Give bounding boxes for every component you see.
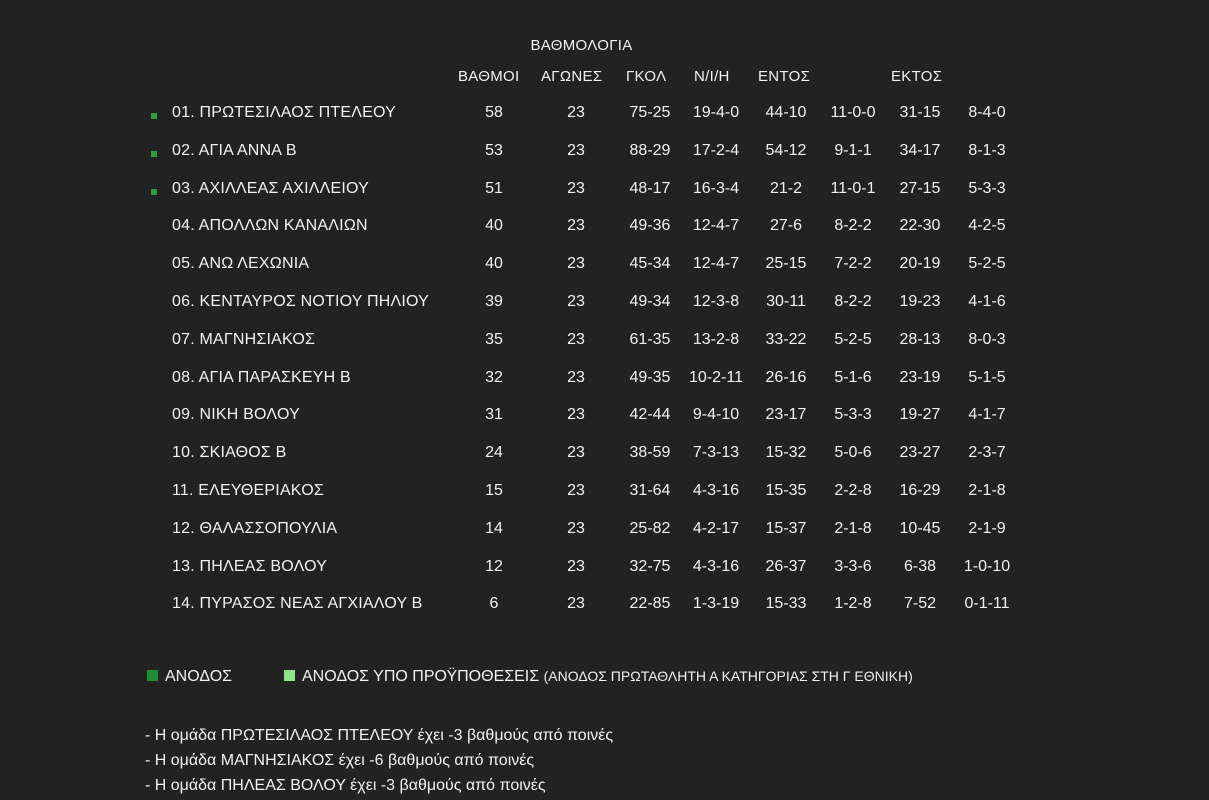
away-goals-cell: 34-17 [899,141,941,159]
away-wdl-cell: 5-2-5 [968,255,1006,273]
points-cell: 24 [485,444,503,462]
points-cell: 6 [489,595,499,613]
away-wdl-cell: 5-1-5 [968,368,1006,386]
home-wdl-cell: 2-1-8 [834,519,872,537]
home-goals-cell: 15-35 [765,482,807,499]
games-cell: 23 [567,557,585,575]
games-cell: 23 [567,104,585,121]
table-row [0,595,1209,619]
wdl-cell: 9-4-10 [692,406,740,424]
away-goals-cell: 20-19 [899,255,941,273]
home-goals-cell: 54-12 [765,141,807,159]
conditional-legend-swatch [284,670,295,681]
wdl-cell: 4-3-16 [692,557,740,575]
games-cell: 23 [567,293,585,310]
home-wdl-cell: 5-3-3 [834,406,872,424]
away-goals-cell: 19-23 [899,293,941,310]
wdl-cell: 12-4-7 [692,217,740,235]
table-row [0,331,1209,355]
team-name: 02. ΑΓΙΑ ΑΝΝΑ Β [172,141,297,159]
away-goals-cell: 16-29 [899,482,941,499]
home-wdl-cell: 2-2-8 [834,482,872,499]
away-wdl-cell: 2-3-7 [968,444,1006,462]
away-goals-cell: 27-15 [899,179,941,197]
wdl-cell: 13-2-8 [692,330,740,348]
away-wdl-cell: 8-0-3 [968,330,1006,348]
team-name: 01. ΠΡΩΤΕΣΙΛΑΟΣ ΠΤΕΛΕΟΥ [172,104,397,121]
away-goals-cell: 31-15 [899,104,941,121]
games-cell: 23 [567,255,585,273]
wdl-cell: 17-2-4 [692,141,740,159]
team-name: 14. ΠΥΡΑΣΟΣ ΝΕΑΣ ΑΓΧΙΑΛΟΥ Β [172,595,423,613]
home-wdl-cell: 3-3-6 [834,557,872,575]
home-wdl-cell: 5-2-5 [834,330,872,348]
points-cell: 58 [485,104,503,121]
team-name: 05. ΑΝΩ ΛΕΧΩΝΙΑ [172,255,310,273]
conditional-legend-label: ΑΝΟΔΟΣ ΥΠΟ ΠΡΟΫΠΟΘΕΣΕΙΣ [302,668,540,685]
goals-cell: 88-29 [629,141,671,159]
games-cell: 23 [567,482,585,499]
points-cell: 14 [485,519,503,537]
team-name: 08. ΑΓΙΑ ΠΑΡΑΣΚΕΥΗ Β [172,368,351,386]
away-wdl-cell: 4-2-5 [968,217,1006,235]
team-name: 03. ΑΧΙΛΛΕΑΣ ΑΧΙΛΛΕΙΟΥ [172,179,370,197]
promotion-marker [151,189,157,195]
home-wdl-cell: 7-2-2 [834,255,872,273]
table-title: ΒΑΘΜΟΛΟΓΙΑ [530,37,633,54]
header-goals: ΓΚΟΛ [626,68,667,85]
team-name: 06. ΚΕΝΤΑΥΡΟΣ ΝΟΤΙΟΥ ΠΗΛΙΟΥ [172,293,430,310]
away-wdl-cell: 5-3-3 [968,179,1006,197]
header-wdl: Ν/Ι/Η [694,68,730,85]
conditional-legend-note: (ΑΝΟΔΟΣ ΠΡΩΤΑΘΛΗΤΗ Α ΚΑΤΗΓΟΡΙΑΣ ΣΤΗ Γ ΕΘΝΙΚΗ) [543,668,913,684]
goals-cell: 48-17 [629,179,671,197]
goals-cell: 22-85 [629,595,671,613]
team-name: 04. ΑΠΟΛΛΩΝ ΚΑΝΑΛΙΩΝ [172,217,368,235]
wdl-cell: 4-2-17 [692,519,740,537]
points-cell: 40 [485,217,503,235]
table-row [0,406,1209,430]
table-row [0,217,1209,241]
home-goals-cell: 30-11 [766,293,806,310]
table-row [0,255,1209,279]
home-wdl-cell: 8-2-2 [834,217,872,235]
home-wdl-cell: 5-1-6 [834,368,872,386]
home-wdl-cell: 1-2-8 [834,595,872,613]
goals-cell: 49-35 [629,368,671,386]
home-goals-cell: 15-33 [765,595,807,613]
points-cell: 40 [485,255,503,273]
games-cell: 23 [567,406,585,424]
header-games: ΑΓΩΝΕΣ [541,68,603,85]
penalty-note: - Η ομάδα ΠΗΛΕΑΣ ΒΟΛΟΥ έχει -3 βαθμούς από ποινές [145,777,546,794]
home-goals-cell: 15-37 [765,519,807,537]
goals-cell: 45-34 [629,255,671,273]
promotion-legend-label: ΑΝΟΔΟΣ [165,668,233,685]
table-row [0,293,1209,317]
team-name: 10. ΣΚΙΑΘΟΣ Β [172,444,287,462]
header-points: ΒΑΘΜΟΙ [458,68,520,85]
table-row [0,520,1209,544]
away-goals-cell: 28-13 [899,330,941,348]
goals-cell: 32-75 [629,557,671,575]
wdl-cell: 4-3-16 [692,482,740,499]
goals-cell: 38-59 [629,444,671,462]
table-row [0,482,1209,506]
home-goals-cell: 23-17 [765,406,807,424]
home-wdl-cell: 5-0-6 [834,444,872,462]
home-goals-cell: 15-32 [765,444,807,462]
points-cell: 31 [485,406,503,424]
away-goals-cell: 10-45 [899,519,941,537]
games-cell: 23 [567,179,585,197]
home-wdl-cell: 11-0-1 [830,179,876,197]
wdl-cell: 12-3-8 [692,293,740,310]
wdl-cell: 7-3-13 [692,444,740,462]
wdl-cell: 19-4-0 [692,104,740,121]
goals-cell: 31-64 [629,482,671,499]
goals-cell: 61-35 [629,330,671,348]
home-goals-cell: 26-37 [765,557,807,575]
away-goals-cell: 23-19 [899,368,941,386]
points-cell: 39 [485,293,503,310]
away-goals-cell: 19-27 [899,406,941,424]
home-goals-cell: 27-6 [769,217,803,235]
table-row [0,142,1209,166]
home-wdl-cell: 11-0-0 [830,104,876,121]
points-cell: 32 [485,368,503,386]
team-name: 09. ΝΙΚΗ ΒΟΛΟΥ [172,406,300,424]
away-goals-cell: 23-27 [899,444,941,462]
away-goals-cell: 6-38 [903,557,937,575]
away-wdl-cell: 2-1-9 [968,519,1006,537]
goals-cell: 42-44 [629,406,671,424]
header-away: ΕΚΤΟΣ [891,68,943,85]
home-goals-cell: 33-22 [765,330,807,348]
table-row [0,558,1209,582]
home-goals-cell: 44-10 [765,104,807,121]
promotion-legend-swatch [147,670,158,681]
conditional-legend [302,668,913,686]
points-cell: 12 [485,557,503,575]
goals-cell: 49-34 [629,293,671,310]
away-wdl-cell: 2-1-8 [968,482,1006,499]
table-row [0,444,1209,468]
games-cell: 23 [567,330,585,348]
points-cell: 15 [485,482,503,499]
games-cell: 23 [567,519,585,537]
away-wdl-cell: 1-0-10 [963,557,1011,575]
team-name: 11. ΕΛΕΥΘΕΡΙΑΚΟΣ [172,482,324,499]
home-wdl-cell: 8-2-2 [834,293,872,310]
games-cell: 23 [567,141,585,159]
home-goals-cell: 21-2 [769,179,803,197]
home-wdl-cell: 9-1-1 [834,141,872,159]
home-goals-cell: 25-15 [765,255,807,273]
header-home: ΕΝΤΟΣ [758,68,811,85]
goals-cell: 49-36 [629,217,671,235]
team-name: 07. ΜΑΓΝΗΣΙΑΚΟΣ [172,330,316,348]
table-row [0,180,1209,204]
promotion-marker [151,113,157,119]
promotion-marker [151,151,157,157]
wdl-cell: 16-3-4 [692,179,740,197]
games-cell: 23 [567,217,585,235]
games-cell: 23 [567,595,585,613]
goals-cell: 25-82 [629,519,671,537]
penalty-note: - Η ομάδα ΜΑΓΝΗΣΙΑΚΟΣ έχει -6 βαθμούς από ποινές [145,752,535,769]
table-row [0,104,1209,128]
table-row [0,369,1209,393]
away-wdl-cell: 8-4-0 [968,104,1006,121]
penalty-note: - Η ομάδα ΠΡΩΤΕΣΙΛΑΟΣ ΠΤΕΛΕΟΥ έχει -3 βαθμούς από ποινές [145,727,614,744]
away-wdl-cell: 8-1-3 [968,141,1006,159]
wdl-cell: 10-2-11 [689,368,743,386]
away-goals-cell: 7-52 [903,595,937,613]
wdl-cell: 1-3-19 [692,595,740,613]
points-cell: 53 [485,141,503,159]
team-name: 13. ΠΗΛΕΑΣ ΒΟΛΟΥ [172,557,328,575]
away-wdl-cell: 4-1-7 [968,406,1006,424]
away-wdl-cell: 0-1-11 [964,595,1010,613]
home-goals-cell: 26-16 [765,368,807,386]
goals-cell: 75-25 [629,104,671,121]
games-cell: 23 [567,444,585,462]
games-cell: 23 [567,368,585,386]
away-goals-cell: 22-30 [899,217,941,235]
points-cell: 51 [485,179,503,197]
away-wdl-cell: 4-1-6 [968,293,1006,310]
wdl-cell: 12-4-7 [692,255,740,273]
team-name: 12. ΘΑΛΑΣΣΟΠΟΥΛΙΑ [172,519,338,537]
points-cell: 35 [485,330,503,348]
